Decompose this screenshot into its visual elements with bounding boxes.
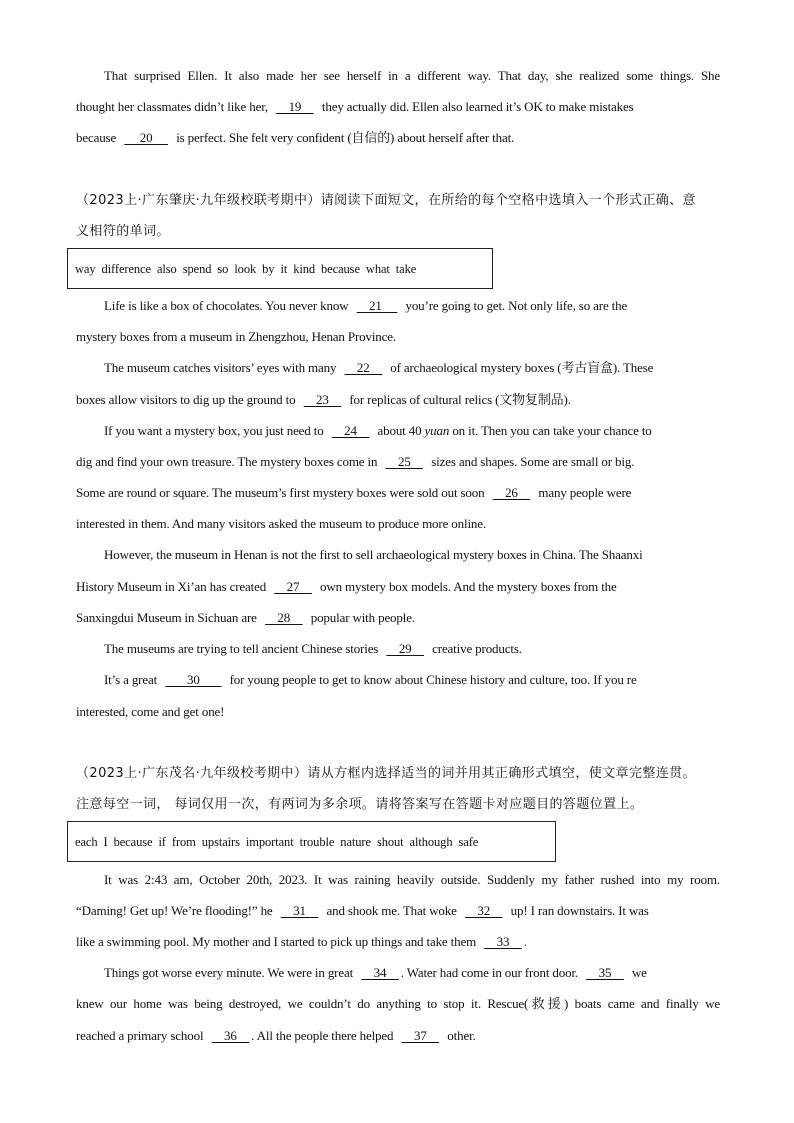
blank-33[interactable]: 33 [484, 934, 522, 949]
word-option: it [280, 261, 288, 276]
p3-line-2: “Daming! Get up! We’re flooding!” he 31 and shook me. That woke 32 up! I ran downstairs. It was [76, 903, 649, 918]
word-option: important [245, 834, 294, 849]
word-box-2 [67, 821, 556, 862]
blank-22[interactable]: 22 [344, 360, 383, 375]
p2-line-13: It’s a great 30 for young people to get to know about Chinese history and culture, too. If you re [104, 672, 637, 687]
p3-line-3: like a swimming pool. My mother and I started to pick up things and take them 33 . [76, 934, 527, 949]
blank-35[interactable]: 35 [586, 965, 624, 980]
p2-line-1: Life is like a box of chocolates. You never know 21 you’re going to get. Not only life, so are the [104, 298, 628, 313]
p2-line-8: interested in them. And many visitors asked the museum to produce more online. [76, 516, 486, 531]
blank-29[interactable]: 29 [386, 641, 424, 656]
p3-line-4: Things got worse every minute. We were in great 34 . Water had come in our front door. 35 we [104, 965, 647, 980]
word-option: because [113, 834, 153, 849]
word-option: upstairs [201, 834, 240, 849]
word-option: if [158, 834, 166, 849]
blank-30[interactable]: 30 [165, 672, 222, 687]
p3-line-6: reached a primary school 36 . All the people there helped 37 other. [76, 1028, 476, 1043]
p2-line-9: However, the museum in Henan is not the first to sell archaeological mystery boxes in China. The Shaanxi [104, 547, 643, 562]
p2-line-7: Some are round or square. The museum’s first mystery boxes were sold out soon 26 many people were [76, 485, 632, 500]
p2-line-6: dig and find your own treasure. The mystery boxes come in 25 sizes and shapes. Some are small or big. [76, 454, 635, 469]
word-option: by [262, 261, 275, 276]
blank-25[interactable]: 25 [385, 454, 424, 469]
blank-27[interactable]: 27 [274, 579, 312, 594]
word-option: look [234, 261, 257, 276]
word-option: so [217, 261, 229, 276]
blank-34[interactable]: 34 [361, 965, 399, 980]
blank-24[interactable]: 24 [331, 423, 370, 438]
word-option: difference [101, 261, 151, 276]
word-option: trouble [299, 834, 335, 849]
p3-line-5: knew our home was being destroyed, we couldn’t do anything to stop it. Rescue(救援) boats came and finally we [76, 996, 720, 1011]
blank-37[interactable]: 37 [401, 1028, 440, 1043]
p2-line-5: If you want a mystery box, you just need to 24 about 40 yuan on it. Then you can take your chance to [104, 423, 652, 438]
p2-line-14: interested, come and get one! [76, 704, 225, 719]
p2-line-11: Sanxingdui Museum in Sichuan are 28 popular with people. [76, 610, 415, 625]
word-option: way [75, 261, 96, 276]
p1-line-3: because 20 is perfect. She felt very confident (自信的) about herself after that. [76, 130, 515, 145]
section-3-header-line-2: 注意每空一词， 每词仅用一次，有两词为多余项。请将答案写在答题卡对应题目的答题位置上。 [76, 797, 644, 812]
p2-line-12: The museums are trying to tell ancient Chinese stories 29 creative products. [104, 641, 522, 656]
word-option: take [395, 261, 417, 276]
word-option: each [75, 834, 98, 849]
section-2-header-line-2: 义相符的单词。 [76, 224, 170, 239]
blank-20[interactable]: 20 [124, 130, 168, 145]
blank-31[interactable]: 31 [280, 903, 319, 918]
blank-21[interactable]: 21 [356, 298, 398, 313]
word-option: although [409, 834, 453, 849]
blank-28[interactable]: 28 [265, 610, 303, 625]
p2-line-10: History Museum in Xi’an has created 27 own mystery box models. And the mystery boxes from the [76, 579, 617, 594]
section-3-header-line-1: （2023上·广东茂名·九年级校考期中）请从方框内选择适当的词并用其正确形式填空，使文章完整连贯。 [76, 766, 696, 781]
blank-26[interactable]: 26 [492, 485, 531, 500]
word-option: I [103, 834, 108, 849]
p2-line-3: The museum catches visitors’ eyes with many 22 of archaeological mystery boxes (考古盲盒). These [104, 360, 654, 375]
word-box-1 [67, 248, 493, 289]
word-option: because [321, 261, 360, 276]
word-option: kind [293, 261, 316, 276]
blank-32[interactable]: 32 [464, 903, 503, 918]
blank-19[interactable]: 19 [276, 99, 314, 114]
blank-36[interactable]: 36 [211, 1028, 250, 1043]
p1-line-1: That surprised Ellen. It also made her see herself in a different way. That day, she realized some things. She [104, 68, 720, 83]
word-option: what [365, 261, 390, 276]
p2-line-2: mystery boxes from a museum in Zhengzhou, Henan Province. [76, 329, 396, 344]
blank-23[interactable]: 23 [303, 392, 342, 407]
word-option: also [156, 261, 177, 276]
p2-line-4: boxes allow visitors to dig up the ground to 23 for replicas of cultural relics (文物复制品). [76, 392, 571, 407]
word-option: from [171, 834, 196, 849]
word-option: safe [458, 834, 479, 849]
word-option: nature [340, 834, 371, 849]
word-option: shout [376, 834, 404, 849]
p1-line-2: thought her classmates didn’t like her, 19 they actually did. Ellen also learned it’s OK to make mistakes [76, 99, 634, 114]
section-2-header-line-1: （2023上·广东肇庆·九年级校联考期中）请阅读下面短文，在所给的每个空格中选填入一个形式正确、意 [76, 193, 696, 208]
p3-line-1: It was 2:43 am, October 20th, 2023. It was raining heavily outside. Suddenly my father rushed into my room. [104, 872, 720, 887]
word-option: spend [182, 261, 212, 276]
